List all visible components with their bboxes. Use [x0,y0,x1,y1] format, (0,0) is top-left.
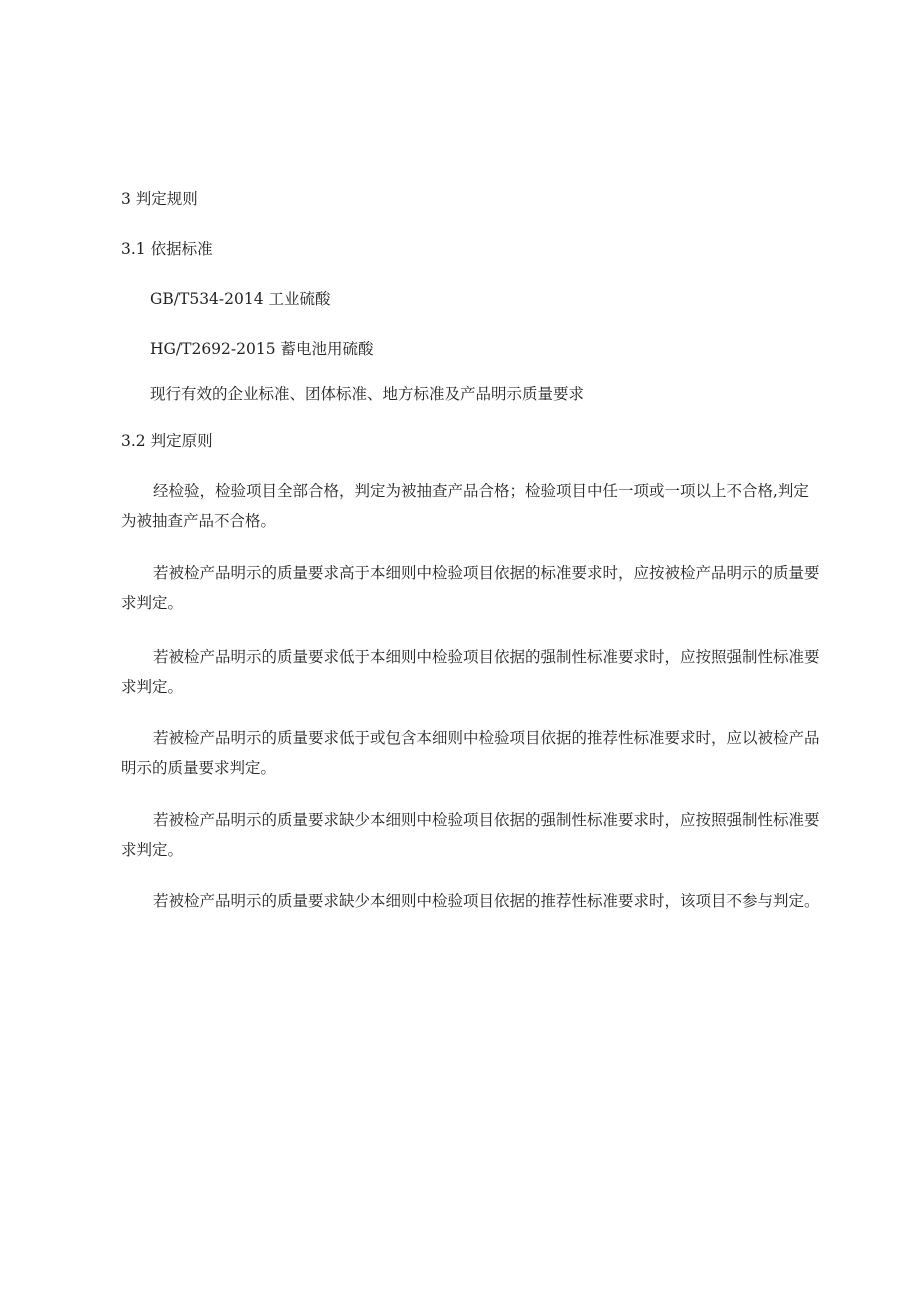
principle-paragraph: 若被检产品明示的质量要求缺少本细则中检验项目依据的推荐性标准要求时，该项目不参与判定。 [153,892,820,910]
standard-item: HG/T2692-2015 蓄电池用硫酸 [150,340,374,358]
principle-paragraph: 经检验，检验项目全部合格，判定为被抽查产品合格；检验项目中任一项或一项以上不合格,判定为被抽查产品不合格。 [121,482,809,530]
subsection-heading-basis: 3.1 依据标准 [121,240,213,258]
section-heading: 3 判定规则 [121,190,198,208]
principle-paragraph: 若被检产品明示的质量要求缺少本细则中检验项目依据的强制性标准要求时，应按照强制性标准要求判定。 [121,811,820,859]
principle-paragraph: 若被检产品明示的质量要求低于或包含本细则中检验项目依据的推荐性标准要求时，应以被检产品明示的质量要求判定。 [121,729,820,777]
principle-paragraph: 若被检产品明示的质量要求高于本细则中检验项目依据的标准要求时，应按被检产品明示的质量要求判定。 [121,564,820,612]
principle-paragraph: 若被检产品明示的质量要求低于本细则中检验项目依据的强制性标准要求时，应按照强制性标准要求判定。 [121,648,820,696]
subsection-heading-principles: 3.2 判定原则 [121,432,213,450]
standard-item: GB/T534-2014 工业硫酸 [150,290,331,308]
standard-item: 现行有效的企业标准、团体标准、地方标准及产品明示质量要求 [150,385,585,403]
